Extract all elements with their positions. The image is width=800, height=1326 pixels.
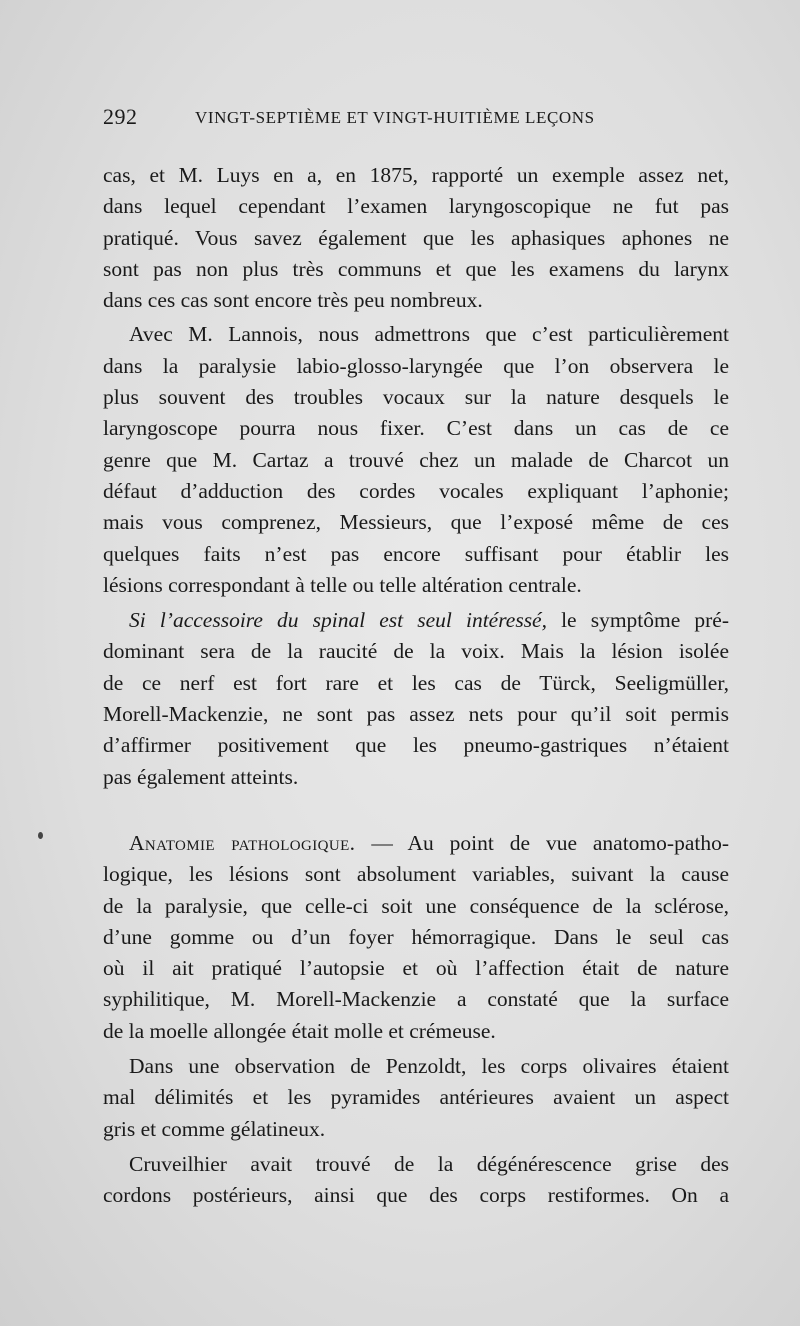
paragraph-2 — [103, 319, 729, 601]
text-line: défaut d’adduction des cordes vocales expliquant l’aphonie; — [103, 478, 729, 503]
text-line: de ce nerf est fort rare et les cas de Türck, Seeligmüller, — [103, 670, 729, 695]
lead-rest: le symptôme pré- — [546, 608, 729, 633]
lead-rest: — Au point de vue anatomo-patho- — [355, 830, 729, 855]
text-line: quelques faits n’est pas encore suffisant pour établir les — [103, 541, 729, 566]
italic-lead: Si l’accessoire du spinal est seul intéressé, — [129, 608, 547, 633]
text-line: pratiqué. Vous savez également que les aphasiques aphones ne — [103, 225, 729, 250]
text-line: genre que M. Cartaz a trouvé chez un malade de Charcot un — [103, 447, 729, 472]
page-header — [103, 104, 729, 134]
text-line: pas également atteints. — [103, 764, 299, 789]
text-line: laryngoscope pourra nous fixer. C’est dans un cas de ce — [103, 416, 729, 441]
text-line: dominant sera de la raucité de la voix. Mais la lésion isolée — [103, 639, 729, 664]
text-line: logique, les lésions sont absolument variables, suivant la cause — [103, 862, 729, 887]
section-heading: Anatomie pathologique. — [129, 830, 356, 855]
text-line: sont pas non plus très communs et que les examens du larynx — [103, 256, 729, 281]
paragraph-3 — [103, 605, 729, 793]
text-line: mal délimités et les pyramides antérieures avaient un aspect — [103, 1085, 729, 1110]
text-line: de la paralysie, que celle-ci soit une conséquence de la sclérose, — [103, 893, 729, 918]
text-line: syphilitique, M. Morell-Mackenzie a constaté que la surface — [103, 987, 729, 1012]
text-line — [103, 605, 729, 636]
text-line: dans la paralysie labio-glosso-laryngée que l’on observera le — [103, 353, 729, 378]
paragraph-6 — [103, 1149, 729, 1212]
text-line: cordons postérieurs, ainsi que des corps restiformes. On a — [103, 1183, 729, 1208]
running-head: VINGT-SEPTIÈME ET VINGT-HUITIÈME LEÇONS — [195, 108, 595, 127]
text-line: dans lequel cependant l’examen laryngoscopique ne fut pas — [103, 194, 729, 219]
text-line: Cruveilhier avait trouvé de la dégénérescence grise des — [129, 1151, 729, 1176]
text-line — [103, 828, 729, 859]
text-line: lésions correspondant à telle ou telle altération centrale. — [103, 572, 582, 597]
paragraph-4 — [103, 828, 729, 1047]
body-text — [103, 160, 729, 1212]
text-line: Avec M. Lannois, nous admettrons que c’est particulièrement — [129, 322, 729, 347]
text-line: où il ait pratiqué l’autopsie et où l’affection était de nature — [103, 956, 729, 981]
text-line: Dans une observation de Penzoldt, les corps olivaires étaient — [129, 1054, 729, 1079]
text-line: de la moelle allongée était molle et crémeuse. — [103, 1018, 496, 1043]
text-line: dans ces cas sont encore très peu nombreux. — [103, 288, 483, 313]
text-line: mais vous comprenez, Messieurs, que l’exposé même de ces — [103, 510, 729, 535]
ink-spot — [38, 832, 43, 839]
text-line: d’affirmer positivement que les pneumo-gastriques n’étaient — [103, 733, 729, 758]
text-line: Morell-Mackenzie, ne sont pas assez nets pour qu’il soit permis — [103, 702, 729, 727]
paragraph-1 — [103, 160, 729, 316]
text-line: gris et comme gélatineux. — [103, 1116, 326, 1141]
text-line: d’une gomme ou d’un foyer hémorragique. Dans le seul cas — [103, 924, 729, 949]
paragraph-5 — [103, 1051, 729, 1145]
text-line: plus souvent des troubles vocaux sur la nature desquels le — [103, 385, 729, 410]
page-number: 292 — [103, 104, 138, 129]
text-line: cas, et M. Luys en a, en 1875, rapporté un exemple assez net, — [103, 163, 729, 187]
